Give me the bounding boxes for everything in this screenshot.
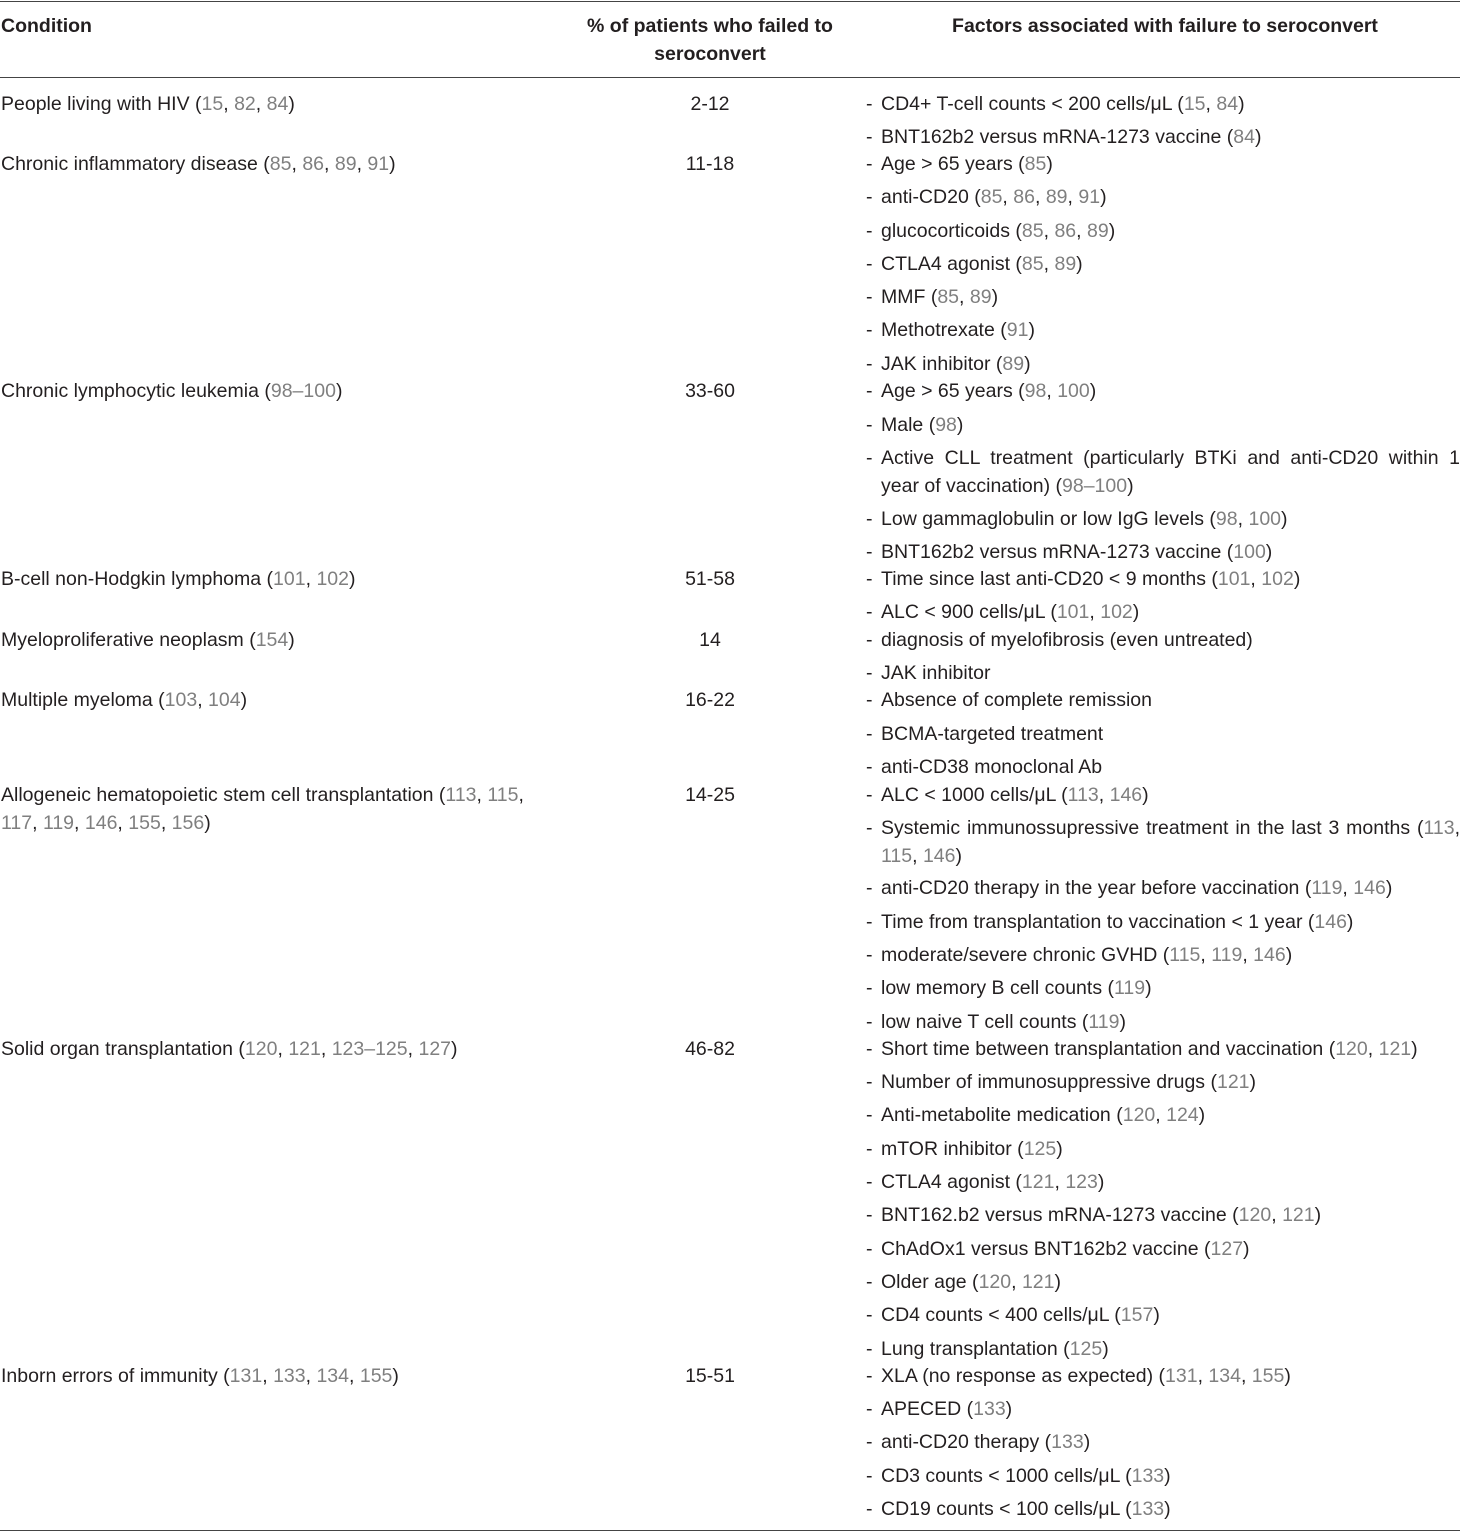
- bullet-dash: -: [866, 1271, 873, 1293]
- factor-label: mTOR inhibitor: [881, 1138, 1012, 1160]
- percent-cell: 14-25: [685, 784, 735, 806]
- factor-label: Lung transplantation: [881, 1338, 1058, 1360]
- condition-name: Solid organ transplantation: [1, 1038, 233, 1060]
- factor-item: [866, 1335, 1460, 1363]
- reference-link: 101: [1056, 601, 1090, 623]
- reference-link: 100: [1057, 380, 1090, 402]
- reference-link: 103: [164, 689, 198, 711]
- factor-item: [866, 686, 1460, 714]
- factor-label: ALC < 900 cells/μL: [881, 601, 1045, 623]
- factor-text: Time from transplantation to vaccination < 1 year (146): [881, 911, 1354, 933]
- factor-label: diagnosis of myelofibrosis (even untreated): [881, 629, 1253, 651]
- factor-item: [866, 626, 1460, 654]
- condition-name: Inborn errors of immunity: [1, 1365, 218, 1387]
- reference-link: 91: [1078, 186, 1101, 208]
- factor-item: [866, 659, 1460, 687]
- condition-name: People living with HIV: [1, 93, 190, 115]
- header-factors: Factors associated with failure to seroconvert: [952, 15, 1378, 37]
- reference-link: 85: [1021, 220, 1044, 242]
- factor-item: [866, 1268, 1460, 1296]
- reference-link: 91: [367, 153, 390, 175]
- reference-link: 146: [1253, 944, 1286, 966]
- factor-label: anti-CD38 monoclonal Ab: [881, 756, 1103, 778]
- bullet-dash: -: [866, 1204, 873, 1226]
- bullet-dash: -: [866, 1138, 873, 1160]
- factor-text: [866, 720, 1460, 748]
- reference-link: 120: [978, 1271, 1012, 1293]
- factor-label: CD4 counts < 400 cells/μL: [881, 1304, 1109, 1326]
- bullet-dash: -: [866, 1365, 873, 1387]
- factor-item: [866, 1428, 1460, 1456]
- factor-label: Age > 65 years: [881, 380, 1013, 402]
- reference-link: 100: [1233, 541, 1266, 563]
- bullet-dash: -: [866, 186, 873, 208]
- bullet-dash: -: [866, 1038, 873, 1060]
- reference-link: 133: [1131, 1465, 1165, 1487]
- reference-link: 120: [1238, 1204, 1272, 1226]
- condition-cell: Chronic lymphocytic leukemia (98–100): [1, 380, 343, 402]
- reference-link: 120: [1122, 1104, 1156, 1126]
- factor-label: Low gammaglobulin or low IgG levels: [881, 508, 1204, 530]
- factor-label: anti-CD20 therapy: [881, 1431, 1040, 1453]
- factor-item: [866, 283, 1460, 311]
- factor-label: JAK inhibitor: [881, 662, 991, 684]
- factor-text: CD3 counts < 1000 cells/μL (133): [881, 1465, 1171, 1487]
- factor-text: Age > 65 years (98, 100): [881, 380, 1097, 402]
- reference-link: 89: [1087, 220, 1109, 242]
- bullet-dash: -: [866, 447, 873, 469]
- reference-link: 86: [1054, 220, 1077, 242]
- factor-text: moderate/severe chronic GVHD (115, 119, 146): [881, 944, 1293, 966]
- reference-link: 113: [445, 784, 477, 806]
- factor-label: CD3 counts < 1000 cells/μL: [881, 1465, 1120, 1487]
- reference-link: 133: [1051, 1431, 1084, 1453]
- reference-link: 98: [1215, 508, 1238, 530]
- condition-cell: B-cell non-Hodgkin lymphoma (101, 102): [1, 568, 356, 590]
- reference-link: 102: [1261, 568, 1294, 590]
- factor-item: [866, 444, 1460, 500]
- factor-label: Male: [881, 414, 924, 436]
- factor-item: [866, 814, 1460, 870]
- factor-text: ALC < 1000 cells/μL (113, 146): [881, 784, 1149, 806]
- factor-item: [866, 1101, 1460, 1129]
- reference-link: 125: [1069, 1338, 1103, 1360]
- reference-link: 119: [1088, 1011, 1120, 1033]
- bullet-dash: -: [866, 353, 873, 375]
- factor-text: [866, 659, 1460, 687]
- bullet-dash: -: [866, 1238, 873, 1260]
- factor-text: BNT162b2 versus mRNA-1273 vaccine (84): [881, 126, 1262, 148]
- factor-item: [866, 411, 1460, 439]
- percent-cell: 46-82: [685, 1038, 735, 1060]
- bullet-dash: -: [866, 319, 873, 341]
- factor-text: ChAdOx1 versus BNT162b2 vaccine (127): [881, 1238, 1250, 1260]
- factor-label: CTLA4 agonist: [881, 253, 1010, 275]
- bullet-dash: -: [866, 817, 873, 839]
- reference-link: 98: [935, 414, 957, 436]
- bullet-dash: -: [866, 153, 873, 175]
- factor-item: [866, 941, 1460, 969]
- reference-link: 154: [255, 629, 289, 651]
- reference-link: 146: [1353, 877, 1386, 899]
- bullet-dash: -: [866, 1338, 873, 1360]
- reference-link: 131: [229, 1365, 263, 1387]
- condition-cell: Inborn errors of immunity (131, 133, 134, 155): [1, 1365, 399, 1387]
- factor-label: Number of immunosuppressive drugs: [881, 1071, 1206, 1093]
- factor-item: [866, 1168, 1460, 1196]
- bullet-dash: -: [866, 756, 873, 778]
- factor-text: APECED (133): [881, 1398, 1013, 1420]
- bullet-dash: -: [866, 662, 873, 684]
- condition-cell: Allogeneic hematopoietic stem cell transplantation (113, 115, 117, 119, 146, 155, 156): [1, 784, 524, 834]
- reference-link: 89: [1002, 353, 1025, 375]
- reference-link: 101: [273, 568, 306, 590]
- reference-link: 156: [171, 812, 205, 834]
- bullet-dash: -: [866, 1304, 873, 1326]
- reference-link: 98–100: [1062, 475, 1128, 497]
- factor-item: [866, 217, 1460, 245]
- reference-link: 82: [234, 93, 256, 115]
- factor-text: JAK inhibitor (89): [881, 353, 1031, 375]
- bullet-dash: -: [866, 1071, 873, 1093]
- factor-text: [866, 753, 1460, 781]
- factor-label: Short time between transplantation and vaccination: [881, 1038, 1324, 1060]
- factor-item: [866, 538, 1460, 566]
- bullet-dash: -: [866, 414, 873, 436]
- reference-link: 123: [1065, 1171, 1098, 1193]
- factor-label: anti-CD20: [881, 186, 969, 208]
- bullet-dash: -: [866, 977, 873, 999]
- factor-item: [866, 1395, 1460, 1423]
- reference-link: 131: [1165, 1365, 1198, 1387]
- reference-link: 117: [1, 812, 33, 834]
- factor-item: [866, 1008, 1460, 1036]
- bullet-dash: -: [866, 1398, 873, 1420]
- header-rule: [0, 77, 1460, 78]
- factor-text: BNT162b2 versus mRNA-1273 vaccine (100): [881, 541, 1273, 563]
- reference-link: 115: [881, 845, 913, 867]
- factor-item: [866, 316, 1460, 344]
- percent-cell: 16-22: [685, 689, 735, 711]
- reference-link: 121: [1021, 1171, 1055, 1193]
- condition-name: Chronic lymphocytic leukemia: [1, 380, 259, 402]
- factor-label: BCMA-targeted treatment: [881, 723, 1104, 745]
- reference-link: 119: [1311, 877, 1343, 899]
- factor-text: anti-CD20 therapy (133): [881, 1431, 1091, 1453]
- factor-label: CD4+ T-cell counts < 200 cells/μL: [881, 93, 1172, 115]
- bullet-dash: -: [866, 601, 873, 623]
- factor-text: ALC < 900 cells/μL (101, 102): [881, 601, 1140, 623]
- reference-link: 127: [418, 1038, 452, 1060]
- bullet-dash: -: [866, 1498, 873, 1520]
- factor-item: [866, 1135, 1460, 1163]
- reference-link: 133: [973, 1398, 1006, 1420]
- reference-link: 84: [1233, 126, 1255, 148]
- bullet-dash: -: [866, 508, 873, 530]
- factor-item: [866, 350, 1460, 378]
- bullet-dash: -: [866, 286, 873, 308]
- bullet-dash: -: [866, 1171, 873, 1193]
- reference-link: 146: [1109, 784, 1143, 806]
- factor-label: low memory B cell counts: [881, 977, 1103, 999]
- reference-link: 124: [1166, 1104, 1199, 1126]
- factor-text: MMF (85, 89): [881, 286, 999, 308]
- condition-cell: People living with HIV (15, 82, 84): [1, 93, 295, 115]
- reference-link: 157: [1120, 1304, 1154, 1326]
- bullet-dash: -: [866, 126, 873, 148]
- factor-item: [866, 150, 1460, 178]
- reference-link: 91: [1006, 319, 1029, 341]
- factor-text: low memory B cell counts (119): [881, 977, 1152, 999]
- factor-text: BNT162.b2 versus mRNA-1273 vaccine (120, 121): [881, 1204, 1322, 1226]
- factor-label: low naive T cell counts: [881, 1011, 1077, 1033]
- factor-item: [866, 1068, 1460, 1096]
- bullet-dash: -: [866, 723, 873, 745]
- factor-label: XLA (no response as expected): [881, 1365, 1154, 1387]
- factor-label: Older age: [881, 1271, 967, 1293]
- bullet-dash: -: [866, 93, 873, 115]
- reference-link: 120: [244, 1038, 278, 1060]
- condition-cell: Myeloproliferative neoplasm (154): [1, 629, 295, 651]
- bullet-dash: -: [866, 1431, 873, 1453]
- bottom-rule: [0, 1530, 1460, 1531]
- factor-label: BNT162b2 versus mRNA-1273 vaccine: [881, 541, 1222, 563]
- factor-text: Lung transplantation (125): [881, 1338, 1109, 1360]
- bullet-dash: -: [866, 1011, 873, 1033]
- reference-link: 104: [208, 689, 241, 711]
- reference-link: 86: [302, 153, 325, 175]
- reference-link: 85: [1024, 153, 1047, 175]
- percent-cell: 33-60: [685, 380, 735, 402]
- factor-item: [866, 1495, 1460, 1523]
- factor-text: CTLA4 agonist (85, 89): [881, 253, 1083, 275]
- condition-cell: Multiple myeloma (103, 104): [1, 689, 248, 711]
- factor-item: [866, 598, 1460, 626]
- factor-text: low naive T cell counts (119): [881, 1011, 1126, 1033]
- reference-link: 102: [1100, 601, 1133, 623]
- factor-item: [866, 1201, 1460, 1229]
- factor-label: CD19 counts < 100 cells/μL: [881, 1498, 1120, 1520]
- reference-link: 146: [84, 812, 118, 834]
- factor-item: [866, 753, 1460, 781]
- reference-link: 115: [487, 784, 519, 806]
- reference-link: 146: [922, 845, 956, 867]
- factor-text: CD19 counts < 100 cells/μL (133): [881, 1498, 1171, 1520]
- reference-link: 121: [1378, 1038, 1412, 1060]
- factor-text: glucocorticoids (85, 86, 89): [881, 220, 1116, 242]
- factor-text: [866, 626, 1460, 654]
- factor-label: Systemic immunossupressive treatment in the last 3 months: [881, 817, 1411, 839]
- reference-link: 113: [1423, 817, 1455, 839]
- reference-link: 102: [316, 568, 349, 590]
- factor-label: Age > 65 years: [881, 153, 1013, 175]
- factor-item: [866, 123, 1460, 151]
- reference-link: 85: [980, 186, 1003, 208]
- condition-name: Chronic inflammatory disease: [1, 153, 258, 175]
- factor-label: BNT162.b2 versus mRNA-1273 vaccine: [881, 1204, 1227, 1226]
- bullet-dash: -: [866, 629, 873, 651]
- factor-item: [866, 565, 1460, 593]
- factor-item: [866, 505, 1460, 533]
- reference-link: 84: [1216, 93, 1239, 115]
- condition-name: Multiple myeloma: [1, 689, 153, 711]
- factor-text: Systemic immunossupressive treatment in the last 3 months (113, 115, 146): [881, 817, 1460, 867]
- factor-text: CD4 counts < 400 cells/μL (157): [881, 1304, 1160, 1326]
- bullet-dash: -: [866, 1465, 873, 1487]
- bullet-dash: -: [866, 253, 873, 275]
- reference-link: 113: [1067, 784, 1099, 806]
- reference-link: 84: [266, 93, 289, 115]
- factor-item: [866, 720, 1460, 748]
- bullet-dash: -: [866, 877, 873, 899]
- factor-item: [866, 781, 1460, 809]
- bullet-dash: -: [866, 911, 873, 933]
- reference-link: 98: [1024, 380, 1047, 402]
- reference-link: 155: [1251, 1365, 1285, 1387]
- top-rule: [0, 1, 1460, 2]
- factor-text: Low gammaglobulin or low IgG levels (98, 100): [881, 508, 1288, 530]
- factor-label: moderate/severe chronic GVHD: [881, 944, 1158, 966]
- factor-label: Anti-metabolite medication: [881, 1104, 1111, 1126]
- reference-link: 121: [1282, 1204, 1315, 1226]
- reference-link: 85: [269, 153, 292, 175]
- reference-link: 121: [1216, 1071, 1250, 1093]
- reference-link: 125: [1023, 1138, 1057, 1160]
- reference-link: 127: [1210, 1238, 1244, 1260]
- reference-link: 85: [937, 286, 960, 308]
- factor-label: Time from transplantation to vaccination < 1 year: [881, 911, 1303, 933]
- factor-text: Short time between transplantation and vaccination (120, 121): [881, 1038, 1418, 1060]
- reference-link: 120: [1335, 1038, 1368, 1060]
- factor-item: [866, 377, 1460, 405]
- factor-label: ALC < 1000 cells/μL: [881, 784, 1056, 806]
- factor-item: [866, 874, 1460, 902]
- reference-link: 155: [359, 1365, 393, 1387]
- reference-link: 146: [1314, 911, 1347, 933]
- reference-link: 85: [1021, 253, 1044, 275]
- reference-link: 123–125: [331, 1038, 408, 1060]
- factor-text: CTLA4 agonist (121, 123): [881, 1171, 1105, 1193]
- factor-item: [866, 908, 1460, 936]
- percent-cell: 14: [699, 629, 721, 651]
- factor-text: Active CLL treatment (particularly BTKi and anti-CD20 within 1 year of vaccination) (98–100): [881, 447, 1460, 497]
- factor-item: [866, 1235, 1460, 1263]
- reference-link: 119: [42, 812, 75, 834]
- reference-link: 119: [1211, 944, 1243, 966]
- factor-label: ChAdOx1 versus BNT162b2 vaccine: [881, 1238, 1199, 1260]
- factor-text: XLA (no response as expected) (131, 134, 155): [881, 1365, 1291, 1387]
- reference-link: 134: [1208, 1365, 1241, 1387]
- factor-text: anti-CD20 therapy in the year before vaccination (119, 146): [881, 877, 1393, 899]
- bullet-dash: -: [866, 380, 873, 402]
- reference-link: 15: [1183, 93, 1206, 115]
- factor-text: CD4+ T-cell counts < 200 cells/μL (15, 84): [881, 93, 1245, 115]
- reference-link: 121: [288, 1038, 321, 1060]
- factor-text: mTOR inhibitor (125): [881, 1138, 1063, 1160]
- factor-text: Time since last anti-CD20 < 9 months (101, 102): [881, 568, 1301, 590]
- reference-link: 115: [1169, 944, 1201, 966]
- reference-link: 134: [316, 1365, 349, 1387]
- factor-text: Male (98): [881, 414, 964, 436]
- factor-text: Number of immunosuppressive drugs (121): [881, 1071, 1257, 1093]
- bullet-dash: -: [866, 1104, 873, 1126]
- reference-link: 89: [1045, 186, 1068, 208]
- factor-item: [866, 183, 1460, 211]
- factor-text: Methotrexate (91): [881, 319, 1035, 341]
- factor-label: MMF: [881, 286, 926, 308]
- reference-link: 100: [1248, 508, 1282, 530]
- factor-label: Methotrexate: [881, 319, 995, 341]
- factor-text: anti-CD20 (85, 86, 89, 91): [881, 186, 1107, 208]
- reference-link: 133: [273, 1365, 306, 1387]
- factor-text: [866, 686, 1460, 714]
- condition-cell: Solid organ transplantation (120, 121, 123–125, 127): [1, 1038, 458, 1060]
- bullet-dash: -: [866, 568, 873, 590]
- reference-link: 98–100: [270, 380, 336, 402]
- bullet-dash: -: [866, 944, 873, 966]
- factor-label: APECED: [881, 1398, 962, 1420]
- header-condition: Condition: [1, 15, 92, 37]
- factor-text: Older age (120, 121): [881, 1271, 1061, 1293]
- bullet-dash: -: [866, 220, 873, 242]
- condition-name: B-cell non-Hodgkin lymphoma: [1, 568, 262, 590]
- factor-item: [866, 1462, 1460, 1490]
- percent-cell: 2-12: [690, 93, 730, 115]
- factor-text: Anti-metabolite medication (120, 124): [881, 1104, 1206, 1126]
- factor-item: [866, 974, 1460, 1002]
- factor-label: Time since last anti-CD20 < 9 months: [881, 568, 1206, 590]
- factor-item: [866, 1301, 1460, 1329]
- factor-item: [866, 250, 1460, 278]
- header-percent: % of patients who failed to seroconvert: [587, 15, 833, 65]
- factor-label: glucocorticoids: [881, 220, 1010, 242]
- reference-link: 155: [128, 812, 161, 834]
- bullet-dash: -: [866, 689, 873, 711]
- factor-label: BNT162b2 versus mRNA-1273 vaccine: [881, 126, 1222, 148]
- condition-cell: Chronic inflammatory disease (85, 86, 89, 91): [1, 153, 396, 175]
- condition-name: Myeloproliferative neoplasm: [1, 629, 244, 651]
- reference-link: 133: [1131, 1498, 1165, 1520]
- percent-cell: 51-58: [685, 568, 735, 590]
- bullet-dash: -: [866, 541, 873, 563]
- factor-label: CTLA4 agonist: [881, 1171, 1010, 1193]
- reference-link: 86: [1013, 186, 1035, 208]
- reference-link: 89: [1054, 253, 1077, 275]
- bullet-dash: -: [866, 784, 873, 806]
- factor-text: Age > 65 years (85): [881, 153, 1053, 175]
- factor-item: [866, 90, 1460, 118]
- factor-label: Active CLL treatment (particularly BTKi and anti-CD20 within 1 year of vaccination): [881, 447, 1460, 497]
- factor-label: JAK inhibitor: [881, 353, 991, 375]
- factor-item: [866, 1035, 1460, 1063]
- factor-item: [866, 1362, 1460, 1390]
- percent-cell: 15-51: [685, 1365, 735, 1387]
- percent-cell: 11-18: [685, 153, 735, 175]
- reference-link: 89: [969, 286, 992, 308]
- reference-link: 121: [1021, 1271, 1055, 1293]
- reference-link: 15: [201, 93, 224, 115]
- reference-link: 89: [334, 153, 357, 175]
- reference-link: 119: [1114, 977, 1146, 999]
- condition-name: Allogeneic hematopoietic stem cell transplantation: [1, 784, 434, 806]
- factor-label: Absence of complete remission: [881, 689, 1152, 711]
- factor-label: anti-CD20 therapy in the year before vaccination: [881, 877, 1300, 899]
- reference-link: 101: [1217, 568, 1251, 590]
